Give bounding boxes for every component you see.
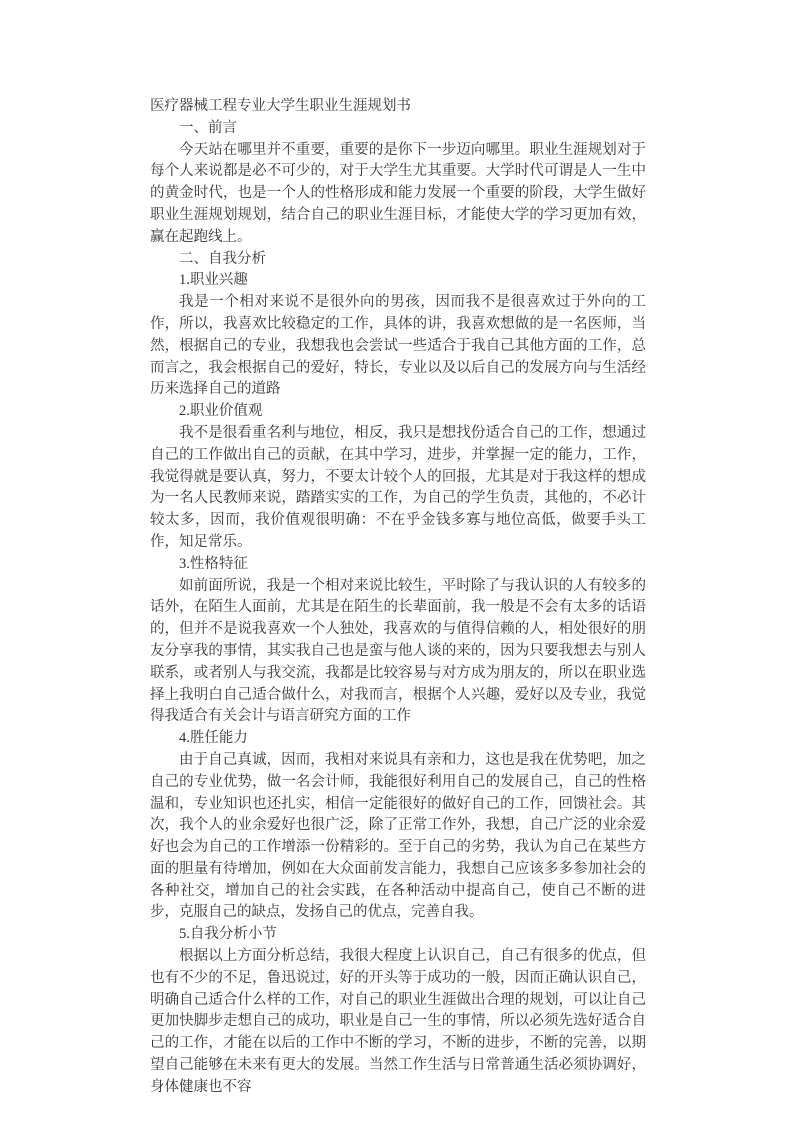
paragraph-foreword: 今天站在哪里并不重要，重要的是你下一步迈向哪里。职业生涯规划对于每个人来说都是必不可少的，对于大学生尤其重要。大学时代可谓是人一生中的黄金时代，也是一个人的性格形成和能力发展一个重要的阶段，大学生做好职业生涯规划规划，结合自己的职业生涯目标，才能使大学的学习更加有效，赢在起跑线上。 [150, 141, 646, 245]
paragraph-career-values: 我不是很看重名利与地位，相反，我只是想找份适合自己的工作，想通过自己的工作做出自己的贡献，在其中学习，进步，并掌握一定的能力，工作，我觉得就是要认真，努力，不要太计较个人的回报，尤其是对于我这样的想成为一名人民教师来说，踏踏实实的工作，为自己的学生负责，其他的，不必计较太多，因而，我价值观很明确：不在乎金钱多寡与地位高低，做要手头工作，知足常乐。 [150, 424, 646, 550]
subsection-heading-analysis-summary: 5.自我分析小节 [179, 926, 277, 943]
document-content [150, 96, 646, 1099]
paragraph-competence: 由于自己真诚，因而，我相对来说具有亲和力，这也是我在优势吧，加之自己的专业优势，做一名会计师，我能很好利用自己的发展自己，自己的性格温和，专业知识也还扎实，相信一定能很好的做好自己的工作，回馈社会。其次，我个人的业余爱好也很广泛，除了正常工作外，我想，自己广泛的业余爱好也会为自己的工作增添一份精彩的。至于自己的劣势，我认为自己在某些方面的胆量有待增加，例如在大众面前发言能力，我想自己应该多多参加社会的各种社交，增加自己的社会实践，在各种活动中提高自己，使自己不断的进步，克服自己的缺点，发扬自己的优点，完善自我。 [150, 751, 646, 921]
subsection-heading-competence: 4.胜任能力 [179, 730, 248, 747]
document-title: 医疗器械工程专业大学生职业生涯规划书 [150, 98, 411, 114]
section-heading-self-analysis: 二、自我分析 [179, 250, 266, 267]
paragraph-personality: 如前面所说，我是一个相对来说比较生，平时除了与我认识的人有较多的话外，在陌生人面前，尤其是在陌生的长辈面前，我一般是不会有太多的话语的，但并不是说我喜欢一个人独处，我喜欢的与值得信赖的人，相处很好的朋友分享我的事情，其实我自己也是蛮与他人谈的来的，因为只要我想去与别人联系，或者别人与我交流，我都是比较容易与对方成为朋友的，所以在职业选择上我明白自己适合做什么，对我而言，根据个人兴趣，爱好以及专业，我觉得我适合有关会计与语言研究方面的工作 [150, 577, 646, 725]
subsection-heading-personality: 3.性格特征 [179, 555, 248, 572]
section-heading-foreword: 一、前言 [179, 119, 237, 136]
paragraph-analysis-summary: 根据以上方面分析总结，我很大程度上认识自己，自己有很多的优点，但也有不少的不足，鲁迅说过，好的开头等于成功的一般，因而正确认识自己，明确自己适合什么样的工作，对自己的职业生涯做出合理的规划，可以让自己更加快脚步走想自己的成功，职业是自己一生的事情，所以必须先选好适合自己的工作，才能在以后的工作中不断的学习，不断的进步，不断的完善，以期望自己能够在未来有更大的发展。当然工作生活与日常普通生活必须协调好，身体健康也不容 [150, 948, 646, 1095]
paragraph-career-interest: 我是一个相对来说不是很外向的男孩，因而我不是很喜欢过于外向的工作，所以，我喜欢比较稳定的工作，具体的讲，我喜欢想做的是一名医师，当然，根据自己的专业，我想我也会尝试一些适合于我自己其他方面的工作，总而言之，我会根据自己的爱好，特长，专业以及以后自己的发展方向与生活经历来选择自己的道路 [150, 294, 646, 398]
subsection-heading-career-values: 2.职业价值观 [179, 403, 263, 420]
subsection-heading-career-interest: 1.职业兴趣 [179, 272, 248, 289]
